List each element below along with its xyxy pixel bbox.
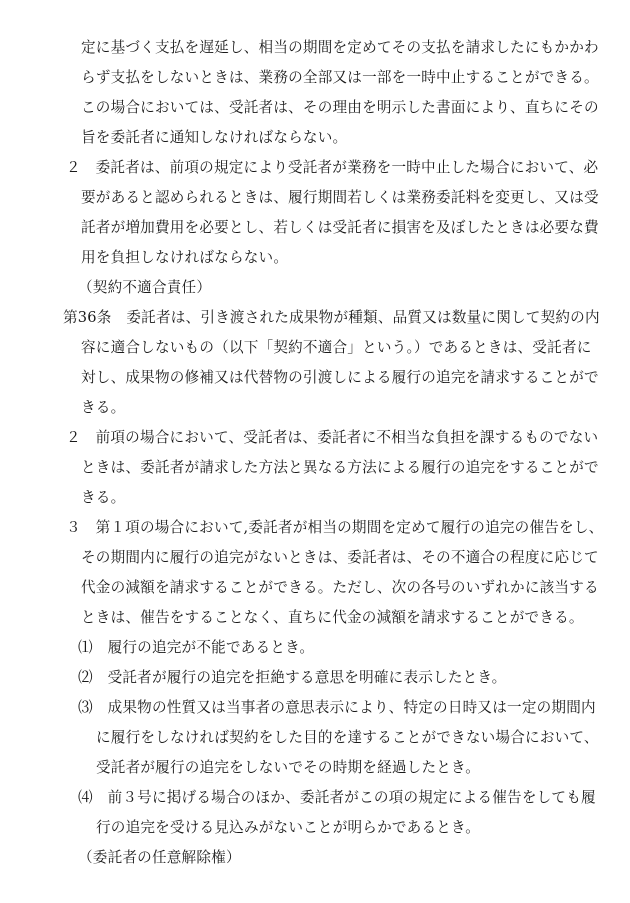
list-item-3-continued: 受託者が履行の追完をしないでその時期を経過したとき。 [96,759,481,776]
list-item-4-continued: 行の追完を受ける見込みがないことが明らかであるとき。 [96,819,481,836]
text-line: 要があると認められるときは、履行期間若しくは業務委託料を変更し、又は受 [81,189,599,206]
text-line: この場合においては、受託者は、その理由を明示した書面により、直ちにその [81,99,599,116]
text-line: 容に適合しないもの（以下「契約不適合」という。）であるときは、受託者に [81,339,592,356]
list-item-1: ⑴ 履行の追完が不能であるとき。 [78,639,315,656]
text-line: 定に基づく支払を遅延し、相当の期間を定めてその支払を請求したにもかかわ [81,39,599,56]
paragraph-2-start: ２ 委託者は、前項の規定により受託者が業務を一時中止した場合において、必 [66,159,599,176]
article-36-start: 第36条 委託者は、引き渡された成果物が種類、品質又は数量に関して契約の内 [63,309,600,326]
list-item-2: ⑵ 受託者が履行の追完を拒絶する意思を明確に表示したとき。 [78,669,507,686]
list-item-3: ⑶ 成果物の性質又は当事者の意思表示により、特定の日時又は一定の期間内 [78,699,596,716]
text-line: らず支払をしないときは、業務の全部又は一部を一時中止することができる。 [81,69,599,86]
paragraph-2-start: ２ 前項の場合において、受託者は、委託者に不相当な負担を課するものでない [66,429,599,446]
text-line: 代金の減額を請求することができる。ただし、次の各号のいずれかに該当する [81,579,599,596]
text-line: 旨を委託者に通知しなければならない。 [81,129,348,146]
section-heading: （契約不適合責任） [78,279,212,296]
list-item-3-continued: に履行をしなければ契約をした目的を達することができない場合において、 [96,729,599,746]
paragraph-3-start: ３ 第１項の場合において,委託者が相当の期間を定めて履行の追完の催告をし、 [66,519,604,536]
text-line: きる。 [81,489,126,506]
text-line: きる。 [81,399,126,416]
text-line: その期間内に履行の追完がないときは、委託者は、その不適合の程度に応じて [81,549,599,566]
text-line: 用を負担しなければならない。 [81,249,289,266]
text-line: ときは、催告をすることなく、直ちに代金の減額を請求することができる。 [81,609,584,626]
list-item-4: ⑷ 前３号に掲げる場合のほか、委託者がこの項の規定による催告をしても履 [78,789,596,806]
text-line: 託者が増加費用を必要とし、若しくは受託者に損害を及ぼしたときは必要な費 [81,219,599,236]
section-heading: （委託者の任意解除権） [78,849,241,866]
text-line: 対し、成果物の修補又は代替物の引渡しによる履行の追完を請求することがで [81,369,599,386]
text-line: ときは、委託者が請求した方法と異なる方法による履行の追完をすることがで [81,459,599,476]
